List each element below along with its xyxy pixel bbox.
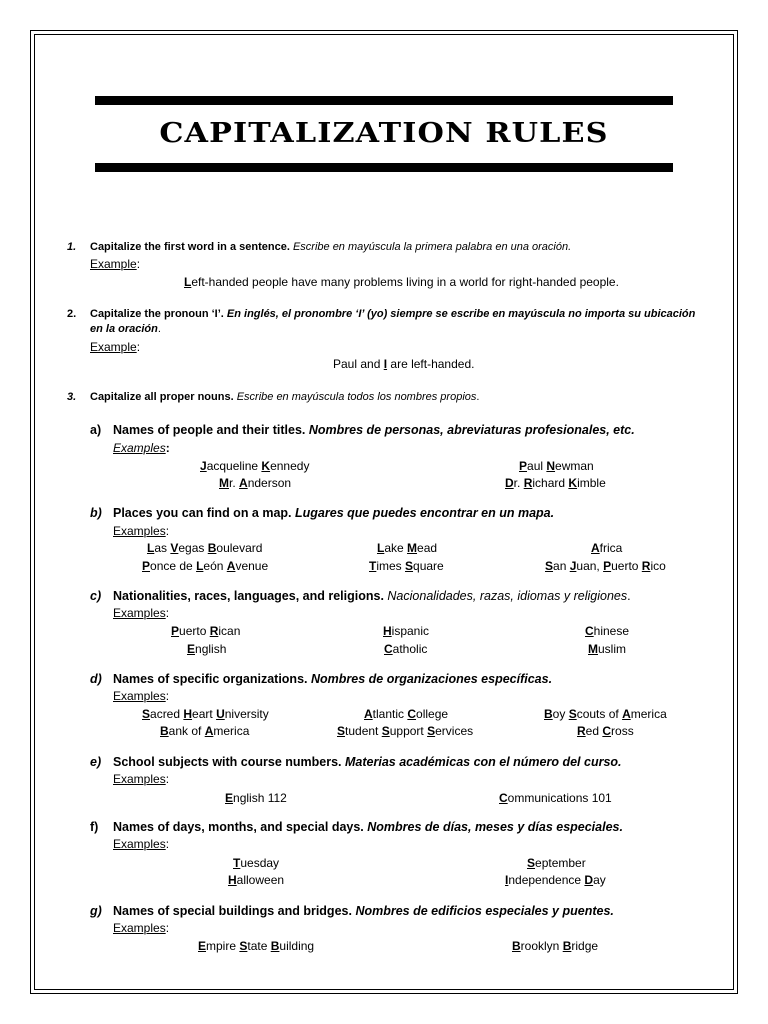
subrule-e-examples-label: Examples: [113,772,170,786]
example-c1: Puerto Rican [171,624,241,638]
rule-1-spanish: Escribe en mayúscula la primera palabra en una oración. [292,241,572,253]
example-e2: Communications 101 [499,791,612,805]
example-g2: Brooklyn Bridge [512,939,599,953]
subrule-c-letter: c) [90,589,102,603]
subrule-f: Names of days, months, and special days. Nombres de días, meses y días especiales. [113,820,623,834]
example-d5: Boy Scouts of America [544,707,667,721]
rule-1-example: Left-handed people have many problems living in a world for right-handed people. [184,275,619,289]
subrule-e-letter: e) [90,755,102,769]
subrule-e: School subjects with course numbers. Materias académicas con el número del curso. [113,755,622,769]
rule-3 [67,389,76,405]
example-f1: Tuesday [233,856,280,870]
example-d6: Red Cross [577,724,634,738]
example-c6: Muslim [588,642,627,656]
example-a4: Dr. Richard Kimble [505,476,606,490]
rule-2-example: Paul and I are left-handed. [333,357,475,371]
subrule-d-letter: d) [90,672,102,686]
rule-3-spanish: Escribe en mayúscula todos los nombres propios [236,391,477,403]
rule-2 [67,306,76,322]
rule-number: 1. [67,241,77,253]
example-a1: Jacqueline Kennedy [200,459,310,473]
title-block [95,96,673,172]
rule-number: 3. [67,391,77,403]
example-e1: English 112 [225,791,287,805]
rule-1-example-label: Example: [90,257,141,271]
example-c2: English [187,642,227,656]
example-f4: Independence Day [505,873,606,887]
subrule-b-examples-label: Examples: [113,524,170,538]
subrule-f-letter: f) [90,820,99,834]
example-b2: Ponce de León Avenue [142,559,269,573]
subrule-c-examples-label: Examples: [113,606,170,620]
example-b4: Times Square [369,559,444,573]
subrule-g: Names of special buildings and bridges. Nombres de edificios especiales y puentes. [113,904,614,918]
subrule-g-examples-label: Examples: [113,921,170,935]
rule-2-example-label: Example: [90,340,141,354]
subrule-d-examples-label: Examples: [113,689,170,703]
subrule-c: Nationalities, races, languages, and religions. Nacionalidades, razas, idiomas y religiones. [113,589,631,603]
example-f3: September [527,856,586,870]
page-title: CAPITALIZATION RULES [159,118,609,149]
title-rule-top [95,96,673,105]
subrule-d: Names of specific organizations. Nombres de organizaciones específicas. [113,672,553,686]
example-c3: Hispanic [383,624,430,638]
subrule-a: Names of people and their titles. Nombres de personas, abreviaturas profesionales, etc. [113,423,635,437]
example-g1: Empire State Building [198,939,315,953]
example-d4: Student Support Services [337,724,474,738]
rule-2-text [90,306,695,322]
rule-2-english: Capitalize the pronoun ‘I’. [90,308,224,320]
example-a2: Mr. Anderson [219,476,292,490]
example-c4: Catholic [384,642,428,656]
subrule-f-examples-label: Examples: [113,837,170,851]
example-d2: Bank of America [160,724,250,738]
subrule-b: Places you can find on a map. Lugares que puedes encontrar en un mapa. [113,506,555,520]
subrule-a-letter: a) [90,423,102,437]
example-c5: Chinese [585,624,630,638]
rule-1-english: Capitalize the first word in a sentence. [90,241,290,253]
title-rule-bottom [95,163,673,172]
example-a3: Paul Newman [519,459,594,473]
rule-3-text: Capitalize all proper nouns. Escribe en mayúscula todos los nombres propios. [90,391,480,403]
subrule-g-letter: g) [90,904,102,918]
subrule-a-examples-label: Examples: [113,441,170,455]
example-b5: Africa [591,541,623,555]
rule-number: 2. [67,308,77,320]
subrule-b-letter: b) [90,506,102,520]
example-d1: Sacred Heart University [142,707,269,721]
example-d3: Atlantic College [364,707,449,721]
example-b6: San Juan, Puerto Rico [545,559,666,573]
example-f2: Halloween [228,873,285,887]
example-b1: Las Vegas Boulevard [147,541,263,555]
rule-1 [67,239,76,255]
rule-1-text [90,239,571,255]
rule-2-text-line2: en la oración. [90,323,161,335]
rule-2-spanish: En inglés, el pronombre ‘I’ (yo) siempre se escribe en mayúscula no importa su ubicación [226,308,696,320]
example-b3: Lake Mead [377,541,438,555]
rule-3-english: Capitalize all proper nouns. [90,391,234,403]
